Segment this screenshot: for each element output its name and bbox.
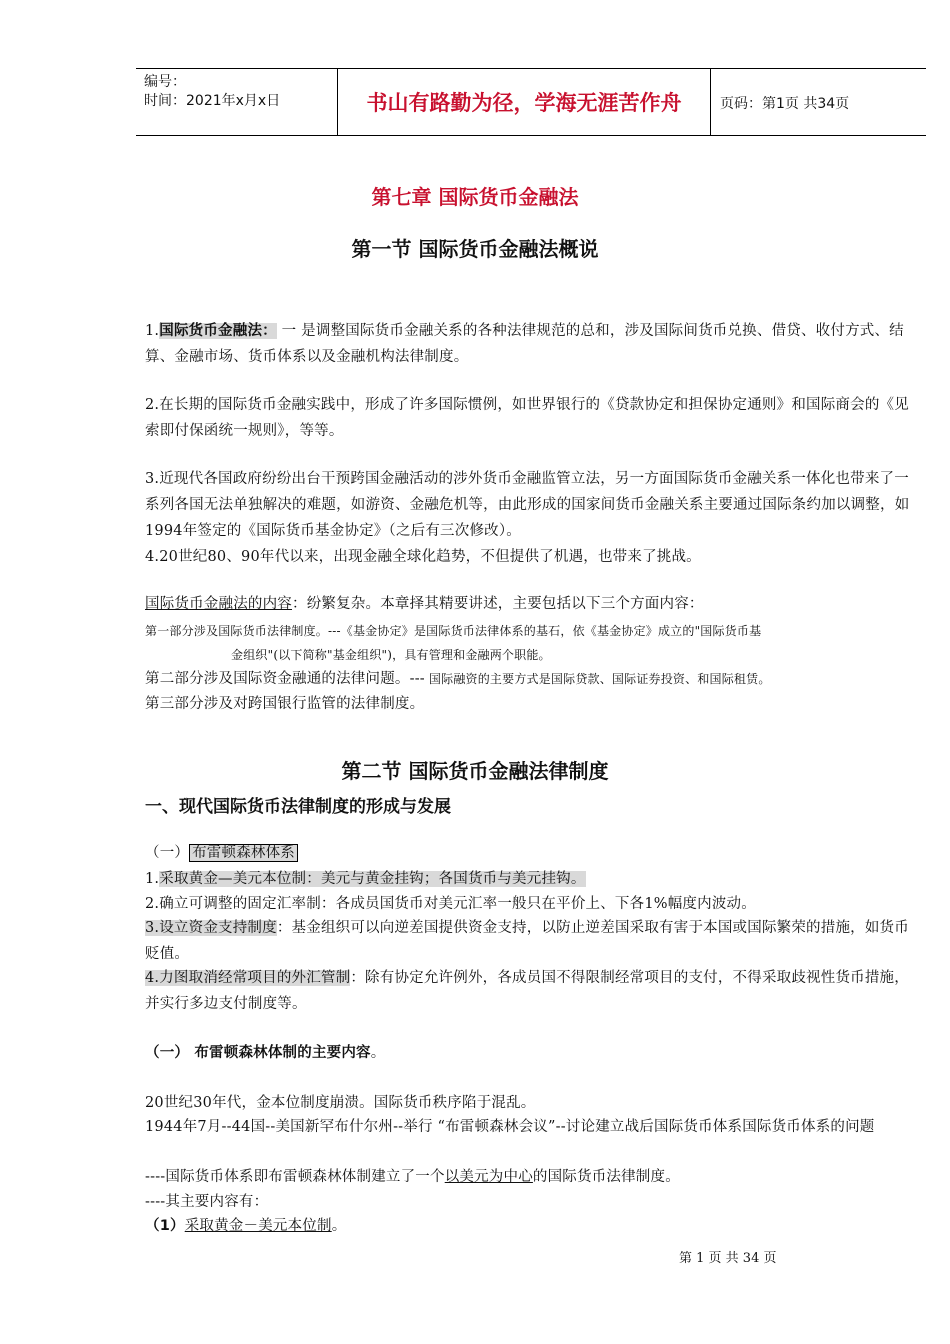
part-1-line-b: 金组织"(以下简称"基金组织")，具有管理和金融两个职能。: [231, 648, 551, 662]
header-meta: [144, 73, 280, 111]
part-1-line-a: 第一部分涉及国际货币法律制度。---《基金协定》是国际货币法律体系的基石，依《基金协定》成立的"国际货币基: [145, 624, 762, 638]
heading-1: 一、现代国际货币法律制度的形成与发展: [145, 797, 451, 817]
sub-heading-1: [145, 840, 917, 866]
item-2: 2.确立可调整的固定汇率制：各成员国货币对美元汇率一般只在平价上、下各1%幅度内波动。: [145, 896, 756, 912]
sub2-text: 布雷顿森林体制的主要内容: [189, 1045, 371, 1061]
sub1-prefix: （一）: [145, 845, 190, 861]
paragraph-4: 4.20世纪80、90年代以来，出现金融全球化趋势，不但提供了机遇，也带来了挑战。: [145, 549, 701, 565]
part-2-b: 国际融资的主要方式是国际贷款、国际证券投资、和国际租赁。: [424, 672, 771, 686]
paragraph-8: ----其主要内容有：: [145, 1194, 269, 1210]
p9-suffix: 。: [331, 1218, 347, 1234]
header-page-info: 页码：第1页 共34页: [720, 96, 850, 112]
page-footer: 第 1 页 共 34 页: [679, 1251, 777, 1266]
item-3-term: 3.设立资金支持制度: [145, 920, 277, 936]
content-intro: [145, 591, 917, 617]
paragraph-3: 3.近现代各国政府纷纷出台干预跨国金融活动的涉外货币金融监管立法，另一方面国际货币金融关系一体化也带来了一系列各国无法单独解决的难题，如游资、金融危机等，由此形成的国家间货币金融关系主要通过国际条约加以调整，如1994年签定的《国际货币基金协定》（之后有三次修改）。: [145, 471, 910, 539]
sub1-term: 布雷顿森林体系: [189, 844, 298, 862]
item-1-text: 采取黄金—美元本位制：美元与黄金挂钩；各国货币与美元挂钩。: [159, 871, 586, 887]
page-header: [136, 68, 926, 136]
p1-text: 一 是调整国际货币金融关系的各种法律规范的总和，涉及国际间货币兑换、借贷、收付方式、结算、金融市场、货币体系以及金融机构法律制度。: [145, 323, 904, 365]
section-1-title: 第一节 国际货币金融法概说: [351, 237, 599, 261]
part-3: 第三部分涉及对跨国银行监管的法律制度。: [145, 696, 425, 712]
part-2-a: 第二部分涉及国际资金融通的法律问题。---: [145, 671, 425, 687]
p9-term: 采取黄金－美元本位制: [184, 1218, 332, 1234]
content-intro-term: 国际货币金融法的内容: [145, 596, 292, 612]
p1-term: 国际货币金融法：: [159, 323, 277, 339]
item-4-text: ：除有协定允许例外，各成员国不得限制经常项目的支付，不得采取歧视性货币措施，并实行多边支付制度等。: [145, 970, 909, 1012]
paragraph-5: 20世纪30年代，金本位制度崩溃。国际货币秩序陷于混乱。: [145, 1095, 536, 1111]
p7-term: 以美元为中心: [444, 1169, 533, 1185]
paragraph-7: [145, 1164, 917, 1190]
section-2-title: 第二节 国际货币金融法律制度: [341, 759, 609, 783]
paragraph-9: [145, 1213, 917, 1239]
chapter-title: 第七章 国际货币金融法: [371, 185, 579, 209]
p7-suffix: 的国际货币法律制度。: [532, 1169, 680, 1185]
sub2-end: 。: [370, 1045, 386, 1061]
p7-prefix: ----国际货币体系即布雷顿森林体制建立了一个: [145, 1169, 445, 1185]
sub2-prefix: （一）: [145, 1045, 190, 1061]
p1-number: 1.: [145, 323, 160, 339]
item-4-term: 4.力图取消经常项目的外汇管制: [145, 970, 351, 986]
item-1: [145, 866, 917, 892]
item-3-text: ：基金组织可以向逆差国提供资金支持，以防止逆差国采取有害于本国或国际繁荣的措施，如货币贬值。: [145, 920, 909, 962]
content-intro-text: ：纷繁复杂。本章择其精要讲述，主要包括以下三个方面内容：: [292, 596, 704, 612]
paragraph-2: 2.在长期的国际货币金融实践中，形成了许多国际惯例，如世界银行的《贷款协定和担保协定通则》和国际商会的《见索即付保函统一规则》，等等。: [145, 397, 909, 439]
item-4: [145, 965, 917, 1017]
header-code: 编号：: [144, 74, 186, 90]
header-time: 时间：2021年x月x日: [144, 93, 281, 109]
sub-heading-2: [145, 1040, 917, 1066]
paragraph-6: 1944年7月--44国--美国新罕布什尔州--举行 “布雷顿森林会议”--讨论建立战后国际货币体系国际货币体系的问题: [145, 1119, 875, 1135]
item-3: [145, 915, 917, 967]
p9-prefix: （1）: [145, 1218, 185, 1234]
item-1-number: 1.: [145, 871, 160, 887]
header-motto: 书山有路勤为径，学海无涯苦作舟: [337, 69, 711, 135]
part-2: [145, 666, 917, 692]
paragraph-1: [145, 318, 917, 370]
